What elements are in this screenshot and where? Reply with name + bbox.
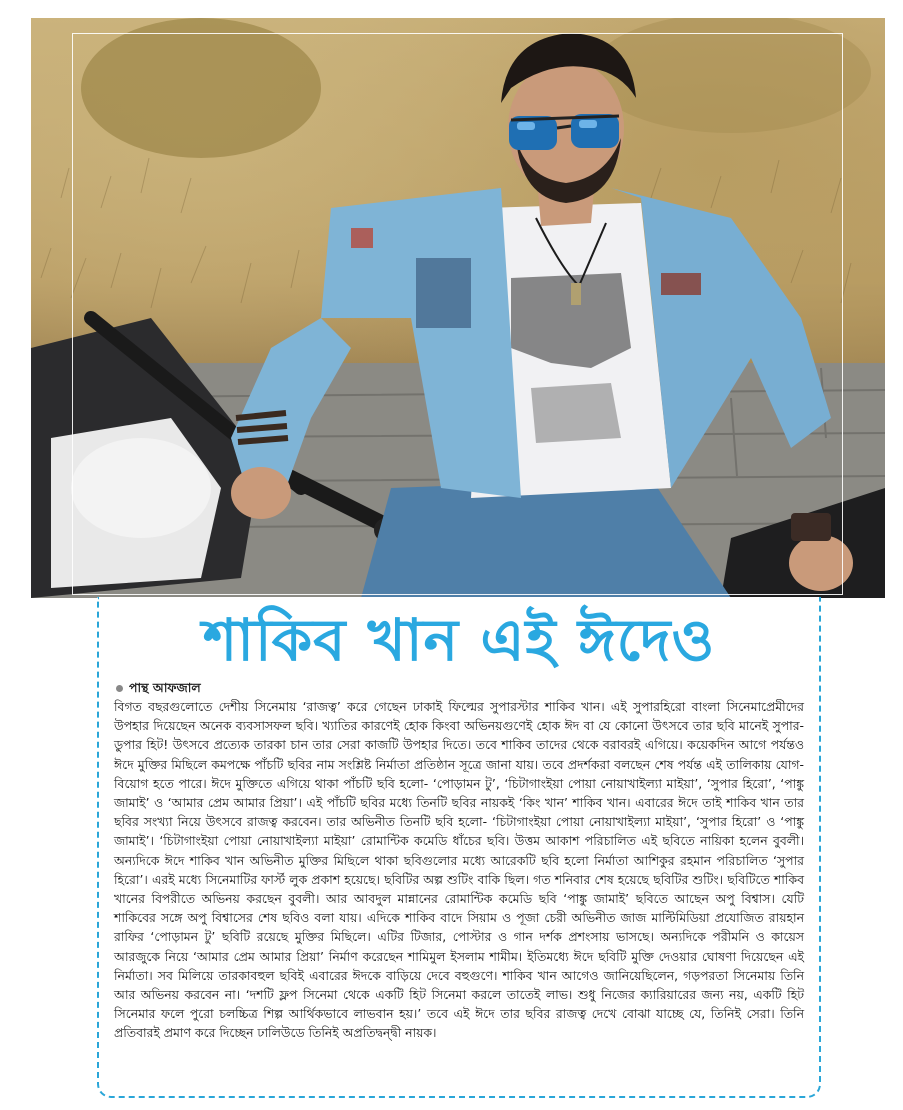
article-headline: শাকিব খান এই ঈদেও	[202, 606, 716, 674]
photo-frame-border	[72, 33, 843, 595]
bullet-icon	[116, 685, 123, 692]
author-name: পান্থ আফজাল	[129, 680, 201, 695]
article-body: বিগত বছরগুলোতে দেশীয় সিনেমায় ‘রাজত্ব’ করে গেছেন ঢাকাই ফিল্মের সুপারস্টার শাকিব খান। এই সুপারহিরো বাংলা সিনেমাপ্রেমীদের উপহার দিয়েছেন অনেক ব্যবসাসফল ছবি। খ্যাতির কারণেই হোক কিংবা অভিনয়গুণেই হোক ঈদ বা যে কোনো উৎসবে তার ছবি মানেই সুপার-ডুপার হিট! উৎসবে প্রত্যেক তারকা চান তার সেরা কাজটি উপহার দিতে। তবে শাকিব তাদের থেকে বরাবরই এগিয়ে। কয়েকদিন আগে পর্যন্তও ঈদে মুক্তির মিছিলে কমপক্ষে পাঁচটি ছবির নাম সংশ্লিষ্ট নির্মাতা প্রতিষ্ঠান সূত্রে জানা যায়। তবে প্রদর্শকরা বলছেন শেষ পর্যন্ত এই তালিকায় যোগ-বিয়োগ হতে পারে। ঈদে মুক্তিতে এগিয়ে থাকা পাঁচটি ছবি হলো- ‘পোড়ামন টু’, ‘চিটাগাংইয়া পোয়া নোয়াখাইল্যা মাইয়া’, ‘সুপার হিরো’, ‘পাঙ্কু জামাই’ ও ‘আমার প্রেম আমার প্রিয়া’। এই পাঁচটি ছবির মধ্যে তিনটি ছবির নায়কই ‘কিং খান’ শাকিব খান। এবারের ঈদে তাই শাকিব খান তার ছবির সংখ্যা নিয়ে উৎসবে রাজত্ব করবেন। তার অভিনীত তিনটি ছবি হলো- ‘চিটাগাংইয়া পোয়া নোয়াখাইল্যা মাইয়া’, ‘সুপার হিরো’ ও ‘পাঙ্কু জামাই’। ‘চিটাগাংইয়া পোয়া নোয়াখাইল্যা মাইয়া’ রোমান্টিক কমেডি ধাঁচের ছবি। উত্তম আকাশ পরিচালিত এই ছবিতে নায়িকা হলেন বুবলী। অন্যদিকে ঈদে শাকিব খান অভিনীত মুক্তির মিছিলে থাকা ছবিগুলোর মধ্যে আরেকটি ছবি হলো নির্মাতা আশিকুর রহমান পরিচালিত ‘সুপার হিরো’। এরই মধ্যে সিনেমাটির ফার্স্ট লুক প্রকাশ হয়েছে। ছবিটির অল্প শুটিং বাকি ছিল। গত শনিবার শেষ হয়েছে ছবিটির শুটিং। ছবিটিতে শাকিব খানের বিপরীতে অভিনয় করছেন বুবলী। আর আবদুল মান্নানের রোমান্টিক কমেডি ছবি ‘পাঙ্কু জামাই’ ছবিতে আছেন অপু বিশ্বাস। যেটি শাকিবের সঙ্গে অপু বিশ্বাসের শেষ ছবিও বলা যায়। এদিকে শাকিব বাদে সিয়াম ও পূজা চেরী অভিনীত জাজ মাল্টিমিডিয়া প্রযোজিত রায়হান রাফির ‘পোড়ামন টু’ ছবিটি রয়েছে মুক্তির মিছিলে। এটির টিজার, পোস্টার ও গান দর্শক প্রশংসায় ভাসছে। অন্যদিকে পরীমনি ও কায়েস আরজুকে নিয়ে ‘আমার প্রেম আমার প্রিয়া’ নির্মাণ করেছেন শামিমুল ইসলাম শামীম। ইতিমধ্যে ঈদে ছবিটি মুক্তি দেওয়ার ঘোষণা দিয়েছেন এই নির্মাতা। সব মিলিয়ে তারকাবহুল ছবিই এবারের ঈদকে বাড়িয়ে দেবে বহুগুণে। শাকিব খান আগেও জানিয়েছিলেন, গড়পরতা সিনেমায় তিনি আর অভিনয় করবেন না। ‘দশটি ফ্লপ সিনেমা থেকে একটি হিট সিনেমা করলে তাতেই লাভ। শুধু নিজের ক্যারিয়ারের জন্য নয়, একটি হিট সিনেমার ফলে পুরো চলচ্চিত্র শিল্প আর্থিকভাবে লাভবান হয়।’ তবে এই ঈদে তার ছবির রাজত্ব দেখে বোঝা যাচ্ছে যে, তিনিই সেরা। তিনি প্রতিবারই প্রমাণ করে দিচ্ছেন ঢালিউডে তিনিই অপ্রতিদ্বন্দ্বী নায়ক।	[114, 699, 804, 1041]
